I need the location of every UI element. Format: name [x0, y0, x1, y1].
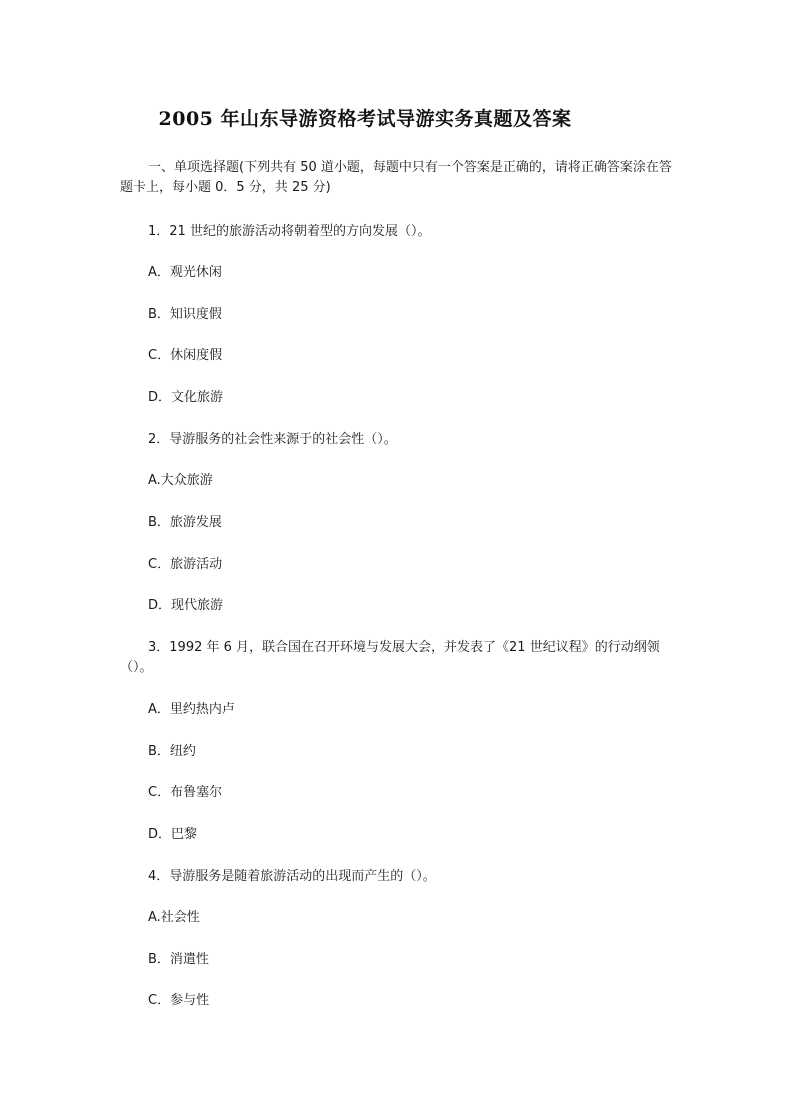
question-4-stem: 4．导游服务是随着旅游活动的出现而产生的（）。 [148, 869, 436, 884]
question-1-option-a: A．观光休闲 [148, 265, 222, 280]
question-2-stem: 2．导游服务的社会性来源于的社会性（）。 [148, 432, 397, 447]
question-1-option-d: D．文化旅游 [148, 390, 224, 405]
section-intro [120, 158, 680, 198]
section-intro-text: 一、单项选择题(下列共有 50 道小题，每题中只有一个答案是正确的，请将正确答案涂在答题卡上，每小题 0．5 分，共 25 分) [120, 160, 672, 195]
question-2-option-d: D．现代旅游 [148, 598, 224, 613]
question-2-option-a: A.大众旅游 [148, 473, 213, 488]
question-2-option-c: C．旅游活动 [148, 557, 223, 572]
question-3-stem: 3．1992 年 6 月，联合国在召开环境与发展大会，并发表了《21 世纪议程》的行动纲领（）。 [120, 640, 660, 675]
question-3-stem-block [120, 638, 680, 678]
document-title: 2005 年山东导游资格考试导游实务真题及答案 [158, 108, 572, 130]
question-3-option-b: B．纽约 [148, 744, 196, 759]
question-4-option-b: B．消遣性 [148, 952, 209, 967]
question-1-option-c: C．休闲度假 [148, 348, 223, 363]
question-3-option-c: C．布鲁塞尔 [148, 785, 223, 800]
question-1-stem: 1．21 世纪的旅游活动将朝着型的方向发展（）。 [148, 224, 431, 239]
question-3-option-a: A．里约热内卢 [148, 702, 235, 717]
question-4-option-c: C．参与性 [148, 993, 210, 1008]
question-2-option-b: B．旅游发展 [148, 515, 222, 530]
question-4-option-a: A.社会性 [148, 910, 200, 925]
question-1-option-b: B．知识度假 [148, 307, 222, 322]
question-3-option-d: D．巴黎 [148, 827, 198, 842]
